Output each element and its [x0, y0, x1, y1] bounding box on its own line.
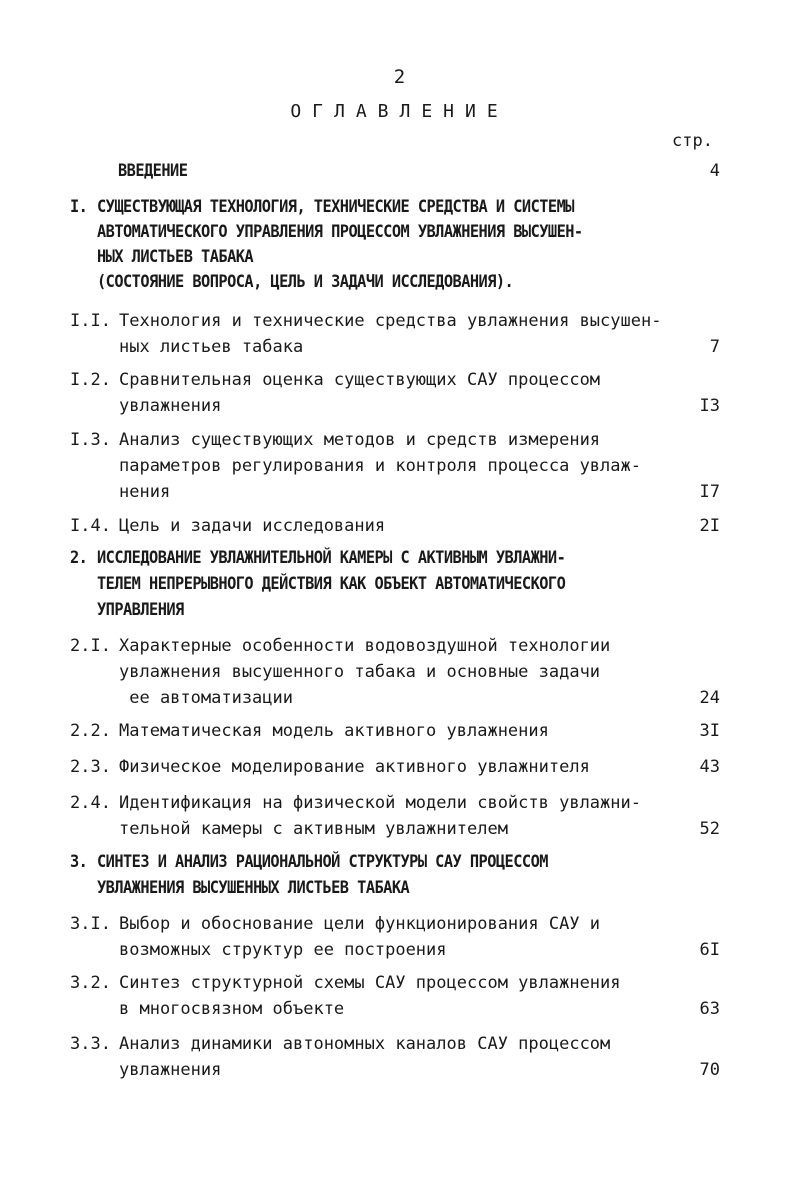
toc-entry-2-2-line-1: Математическая модель активного увлажнения: [119, 721, 549, 741]
toc-entry-1-2-line-1: Сравнительная оценка существующих САУ процессом: [119, 370, 601, 390]
toc-entry-2-1-number: 2.I.: [70, 636, 111, 656]
toc-entry-1-line-3: НЫХ ЛИСТЬЕВ ТАБАКА: [97, 247, 254, 267]
toc-entry-3-2-line-2: в многосвязном объекте: [119, 999, 345, 1019]
toc-entry-3-line-1: СИНТЕЗ И АНАЛИЗ РАЦИОНАЛЬНОЙ СТРУКТУРЫ САУ ПРОЦЕССОМ: [97, 852, 548, 872]
toc-entry-1-1-page: 7: [709, 337, 720, 357]
toc-leader: [536, 818, 678, 840]
toc-entry-1-4-number: I.4.: [70, 516, 111, 536]
toc-entry-1-1-line-1: Технология и технические средства увлажнения высушен-: [119, 311, 662, 331]
toc-leader: [620, 756, 678, 778]
toc-entry-2-4-page: 52: [699, 819, 720, 839]
toc-leader: [578, 720, 678, 742]
toc-entry-1-2-page: I3: [699, 396, 720, 416]
toc-entry-1-3-line-2: параметров регулирования и контроля процесса увлаж-: [119, 456, 641, 476]
toc-entry-3-2-line-1: Синтез структурной схемы САУ процессом увлажнения: [119, 973, 621, 993]
toc-entry-2-4-line-1: Идентификация на физической модели свойств увлажни-: [119, 793, 641, 813]
toc-entry-2-1-line-1: Характерные особенности водовоздушной технологии: [119, 636, 611, 656]
toc-leader: [330, 336, 678, 358]
toc-entry-2-1-line-3: ее автоматизации: [119, 688, 293, 708]
toc-entry-3-3-page: 70: [699, 1060, 720, 1080]
toc-entry-3-3-number: 3.3.: [70, 1034, 111, 1054]
page-title: ОГЛАВЛЕНИЕ: [290, 101, 509, 122]
toc-entry-1-4-page: 2I: [699, 516, 720, 536]
toc-entry-1-number: I.: [70, 197, 88, 217]
toc-entry-1-3-page: I7: [699, 482, 720, 502]
toc-entry-1-line-4: (СОСТОЯНИЕ ВОПРОСА, ЦЕЛЬ И ЗАДАЧИ ИССЛЕДОВАНИЯ).: [97, 272, 514, 292]
toc-entry-2-line-2: ТЕЛЕМ НЕПРЕРЫВНОГО ДЕЙСТВИЯ КАК ОБЪЕКТ АВТОМАТИЧЕСКОГО: [97, 574, 566, 594]
toc-entry-3-line-2: УВЛАЖНЕНИЯ ВЫСУШЕННЫХ ЛИСТЬЕВ ТАБАКА: [97, 878, 410, 898]
toc-entry-1-2-line-2: увлажнения: [119, 396, 222, 416]
toc-leader: [408, 515, 678, 537]
toc-entry-1-3-line-1: Анализ существующих методов и средств измерения: [119, 430, 601, 450]
toc-entry-3-2-page: 63: [699, 999, 720, 1019]
toc-entry-1-1-number: I.I.: [70, 311, 111, 331]
toc-entry-2-2-page: 3I: [699, 721, 720, 741]
toc-entry-3-1-number: 3.I.: [70, 914, 111, 934]
toc-entry-introduction-title: ВВЕДЕНИЕ: [118, 161, 188, 181]
toc-leader: [242, 395, 678, 417]
toc-entry-2-3-line-1: Физическое моделирование активного увлажнителя: [119, 757, 590, 777]
toc-entry-1-4-line-1: Цель и задачи исследования: [119, 516, 386, 536]
toc-entry-2-1-line-2: увлажнения высушенного табака и основные задачи: [119, 662, 601, 682]
toc-entry-2-3-number: 2.3.: [70, 757, 111, 777]
toc-entry-2-4-line-2: тельной камеры с активным увлажнителем: [119, 819, 508, 839]
toc-entry-2-2-number: 2.2.: [70, 721, 111, 741]
toc-entry-1-3-line-3: нения: [119, 482, 171, 502]
toc-entry-1-2-number: I.2.: [70, 370, 111, 390]
toc-entry-3-number: 3.: [70, 852, 88, 872]
toc-leader: [208, 160, 678, 182]
toc-leader: [300, 687, 678, 709]
toc-entry-2-number: 2.: [70, 548, 88, 568]
toc-entry-2-line-3: УПРАВЛЕНИЯ: [97, 600, 184, 620]
toc-entry-introduction-page: 4: [709, 161, 720, 181]
toc-entry-3-1-line-1: Выбор и обоснование цели функционирования САУ и: [119, 914, 601, 934]
toc-entry-2-4-number: 2.4.: [70, 793, 111, 813]
toc-entry-1-3-number: I.3.: [70, 430, 111, 450]
toc-entry-3-3-line-1: Анализ динамики автономных каналов САУ процессом: [119, 1034, 611, 1054]
toc-entry-2-line-1: ИССЛЕДОВАНИЕ УВЛАЖНИТЕЛЬНОЙ КАМЕРЫ С АКТИВНЫМ УВЛАЖНИ-: [97, 548, 566, 568]
page-column-label: стр.: [672, 131, 713, 151]
toc-entry-3-2-number: 3.2.: [70, 973, 111, 993]
toc-entry-2-3-page: 43: [699, 757, 720, 777]
toc-entry-1-line-1: СУЩЕСТВУЮЩАЯ ТЕХНОЛОГИЯ, ТЕХНИЧЕСКИЕ СРЕДСТВА И СИСТЕМЫ: [97, 197, 574, 217]
toc-entry-1-line-2: АВТОМАТИЧЕСКОГО УПРАВЛЕНИЯ ПРОЦЕССОМ УВЛАЖНЕНИЯ ВЫСУШЕН-: [97, 222, 583, 242]
page-number: 2: [393, 66, 406, 88]
toc-leader: [242, 1059, 678, 1081]
toc-entry-2-1-page: 24: [699, 688, 720, 708]
toc-entry-3-1-line-2: возможных структур ее построения: [119, 940, 447, 960]
toc-entry-3-3-line-2: увлажнения: [119, 1060, 222, 1080]
toc-entry-1-1-line-2: ных листьев табака: [119, 337, 304, 357]
toc-leader: [186, 481, 678, 503]
toc-entry-3-1-page: 6I: [699, 940, 720, 960]
toc-leader: [470, 939, 678, 961]
